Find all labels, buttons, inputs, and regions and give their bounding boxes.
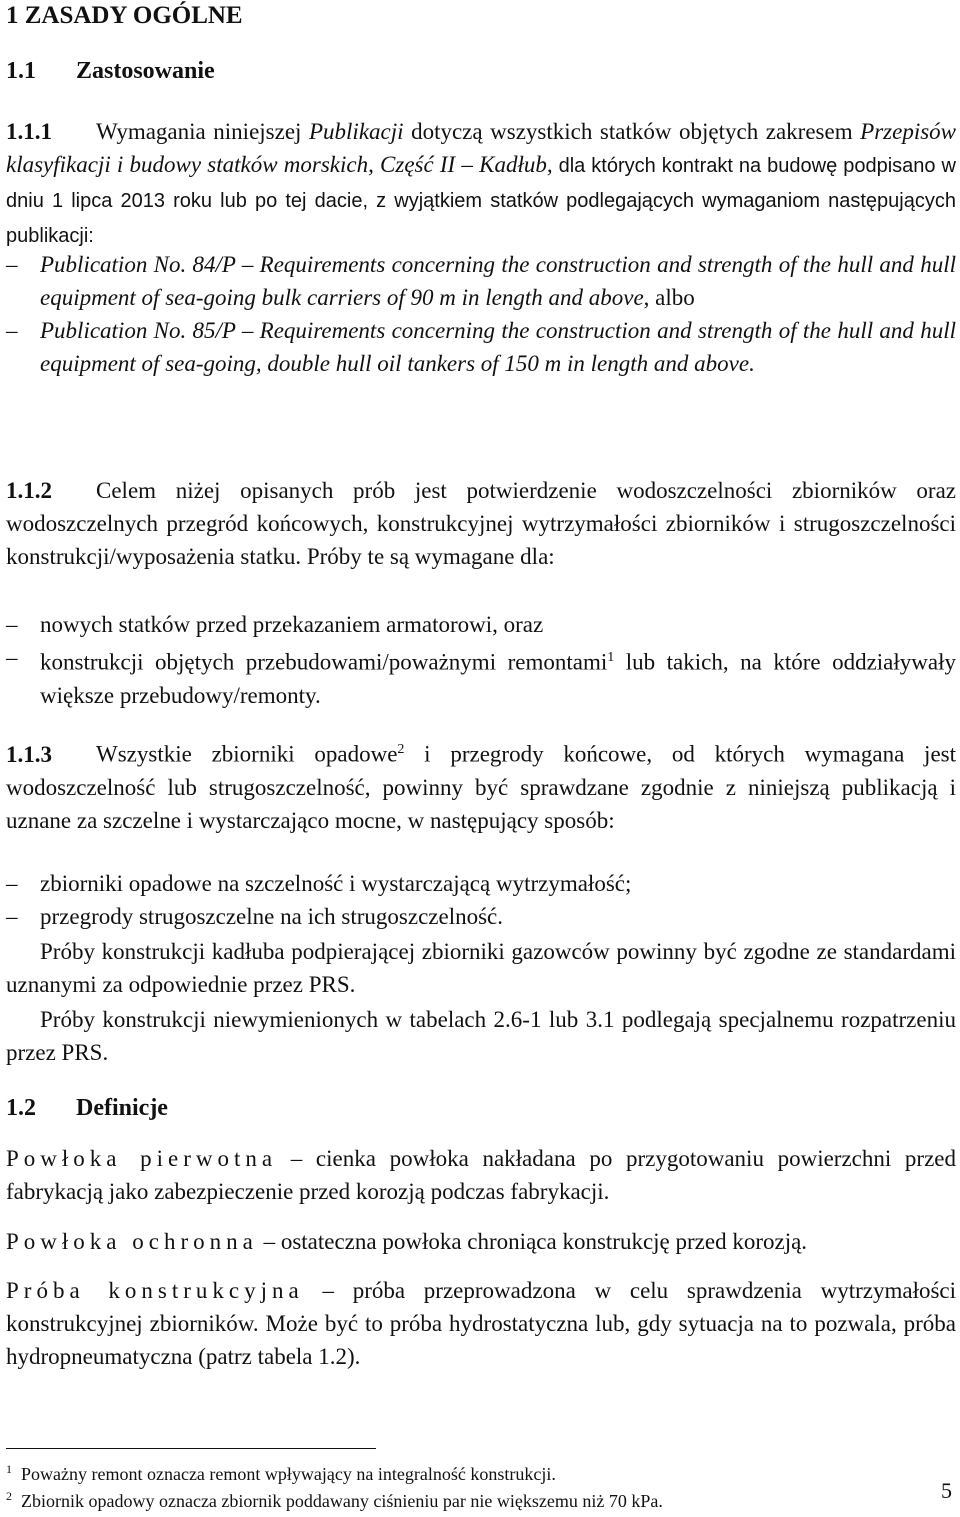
publication-list: [6, 248, 956, 380]
definition-term: Powłoka pierwotna: [6, 1146, 278, 1171]
paragraph-number: 1.1.3: [6, 741, 52, 767]
paragraph-text: Wszystkie zbiorniki opadowe: [96, 741, 398, 767]
paragraph-gas-carriers: Próby konstrukcji kadłuba podpierającej zbiorniki gazowców powinny być zgodne ze standardami uznanymi za odpowiednie przez PRS.: [6, 939, 956, 997]
footnote-2: [6, 1485, 663, 1512]
footnote-1: [6, 1458, 556, 1485]
definition-term: Powłoka ochronna: [6, 1229, 258, 1254]
list-item: [6, 867, 956, 900]
paragraph-number: 1.1.2: [6, 478, 52, 503]
page-number: 5: [941, 1478, 952, 1503]
list-item: [6, 314, 956, 380]
list-item-text: zbiorniki opadowe na szczelność i wystarczającą wytrzymałość;: [40, 871, 632, 896]
dash-bullet: –: [6, 612, 18, 637]
definition-term: Próba konstrukcyjna: [6, 1278, 304, 1303]
paragraph-number: 1.1.1: [6, 119, 52, 144]
list-item-tail: lub takich, na które oddziaływały większe przebudowy/remonty.: [40, 649, 956, 708]
paragraph-1-1-2: [6, 474, 956, 573]
section-title: Zastosowanie: [76, 58, 215, 84]
footnote-mark: 1: [607, 650, 615, 665]
paragraph-text: Celem niżej opisanych prób jest potwierdzenie wodoszczelności zbiorników oraz wodoszczelnych przegród końcowych, konstrukcyjnej wytrzymałości zbiorników i strugoszczelności konstrukcji/wyposażenia statku. Próby te są wymagane dla:: [6, 478, 956, 569]
definition-protective-coating: [6, 1225, 956, 1258]
footnote-text: Zbiornik opadowy oznacza zbiornik poddawany ciśnieniu par nie większemu niż 70 kPa.: [21, 1491, 663, 1511]
footnote-mark: 2: [397, 742, 405, 757]
list-item-tail: , albo: [643, 285, 695, 310]
definition-text: – cienka powłoka nakładana po przygotowaniu powierzchni przed fabrykacją jako zabezpieczenie przed korozją podczas fabrykacji.: [6, 1146, 956, 1204]
chapter-heading: 1 ZASADY OGÓLNE: [6, 2, 243, 29]
paragraph-text: dla których kontrakt na budowę podpisano w dniu 1 lipca 2013 roku lub po tej dacie, z wyjątkiem statków podlegających wymaganiom następujących publikacji:: [6, 155, 956, 247]
section-title: Definicje: [76, 1095, 168, 1121]
list-item: [6, 248, 956, 314]
dash-bullet: –: [6, 904, 18, 929]
dash-bullet: –: [6, 645, 18, 670]
list-item-text: nowych statków przed przekazaniem armatorowi, oraz: [40, 612, 544, 637]
dash-bullet: –: [6, 871, 18, 896]
test-list: [6, 867, 956, 933]
paragraph-1-1-1: [6, 115, 956, 253]
section-heading-1-1: [6, 58, 215, 85]
paragraph-1-1-3: [6, 733, 956, 837]
publication-title: Publication No. 84/P – Requirements concerning the construction and strength of the hull and hull equipment of sea-going bulk carriers of 90 m in length and above: [40, 252, 956, 310]
dash-bullet: –: [6, 318, 18, 343]
footnote-mark: 1: [6, 1462, 12, 1476]
section-heading-1-2: [6, 1095, 168, 1122]
paragraph-unlisted-structures: Próby konstrukcji niewymienionych w tabelach 2.6-1 lub 3.1 podlegają specjalnemu rozpatrzeniu przez PRS.: [6, 1007, 956, 1065]
publication-title: Publication No. 85/P – Requirements concerning the construction and strength of the hull and hull equipment of sea-going, double hull oil tankers of 150 m in length and above.: [40, 318, 956, 376]
footnote-mark: 2: [6, 1489, 12, 1503]
definition-text: – ostateczna powłoka chroniąca konstrukcję przed korozją.: [257, 1229, 808, 1254]
requirement-list: [6, 608, 956, 712]
definition-primary-coating: [6, 1142, 956, 1208]
list-item-text: przegrody strugoszczelne na ich strugoszczelność.: [40, 904, 504, 929]
definition-structural-test: [6, 1274, 956, 1373]
paragraph-italic-ref: Publikacji: [308, 119, 404, 144]
paragraph-text: Wymagania niniejszej: [96, 119, 309, 144]
section-number: 1.2: [6, 1095, 36, 1121]
list-item: [6, 641, 956, 712]
footnote-separator: [6, 1448, 376, 1449]
paragraph-italic-ref: Przepisów klasyfikacji i budowy statków morskich, Część II – Kadłub,: [6, 119, 956, 177]
footnote-text: Poważny remont oznacza remont wpływający na integralność konstrukcji.: [21, 1464, 556, 1484]
list-item: [6, 900, 956, 933]
paragraph-text: dotyczą wszystkich statków objętych zakresem: [403, 119, 861, 144]
list-item: [6, 608, 956, 641]
dash-bullet: –: [6, 252, 18, 277]
definition-text: – próba przeprowadzona w celu sprawdzenia wytrzymałości konstrukcyjnej zbiorników. Może być to próba hydrostatyczna lub, gdy sytuacja na to pozwala, próba hydropneumatyczna (patrz tabela 1.2).: [6, 1278, 957, 1369]
section-number: 1.1: [6, 58, 36, 84]
paragraph-text: i przegrody końcowe, od których wymagana jest wodoszczelność lub strugoszczelność, powinny być sprawdzane zgodnie z niniejszą publikacją i uznane za szczelne i wystarczająco mocne, w następujący sposób:: [6, 741, 956, 833]
list-item-text: konstrukcji objętych przebudowami/poważnymi remontami: [40, 649, 608, 675]
